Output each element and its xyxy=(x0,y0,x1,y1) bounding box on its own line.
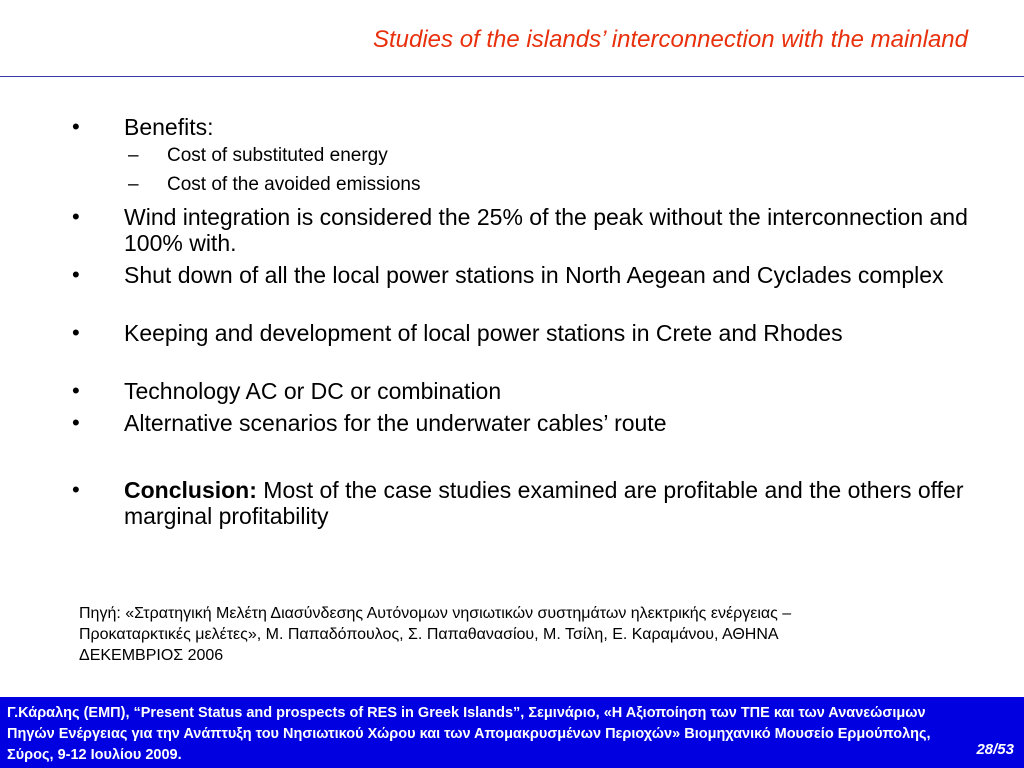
footer-citation: Γ.Κάραλης (ΕΜΠ), “Present Status and prospects of RES in Greek Islands”, Σεμινάριο, «Η Αξιοποίηση των ΤΠΕ και των Ανανεώσιμων Πηγών Ενέργειας για την Ανάπτυξη του Νησιωτικού Χώρου και των Απομακρυσμένων Περιοχών» Βιομηχανικό Μουσείο Ερμούπολης, Σύρος, 9-12 Ιουλίου 2009. xyxy=(7,705,931,763)
sub-bullet-marker: – xyxy=(128,145,139,166)
slide-title: Studies of the islands’ interconnection with the mainland xyxy=(372,26,968,53)
bullet-text: Keeping and development of local power stations in Crete and Rhodes xyxy=(124,320,843,346)
bullet-marker: • xyxy=(72,204,80,229)
bullet-marker: • xyxy=(72,410,80,435)
bullet-text: Alternative scenarios for the underwater cables’ route xyxy=(124,410,667,436)
bullet-marker: • xyxy=(72,477,80,502)
bullet-marker: • xyxy=(72,378,80,403)
bullet-marker: • xyxy=(72,320,80,345)
footer-bar xyxy=(0,697,1024,768)
sub-bullet-text: Cost of the avoided emissions xyxy=(167,174,421,195)
bullet-text: Benefits: xyxy=(124,114,214,140)
page-number: 28/53 xyxy=(976,741,1014,758)
source-citation: Πηγή: «Στρατηγική Μελέτη Διασύνδεσης Αυτόνομων νησιωτικών συστημάτων ηλεκτρικής ενέργειας – Προκαταρκτικές μελέτες», Μ. Παπαδόπουλος, Σ. Παπαθανασίου, Μ. Τσίλη, Ε. Καραμάνου, ΑΘΗΝΑ ΔΕΚΕΜΒΡΙΟΣ 2006 xyxy=(79,605,792,664)
bullet-text: Technology AC or DC or combination xyxy=(124,378,502,404)
sub-bullet-marker: – xyxy=(128,174,139,195)
bullet-text xyxy=(124,477,984,529)
bullet-text: Shut down of all the local power stations in North Aegean and Cyclades complex xyxy=(124,262,944,288)
conclusion-text: Most of the case studies examined are profitable and the others offer marginal profitability xyxy=(124,477,964,529)
bullet-marker: • xyxy=(72,114,80,139)
bullet-text: Wind integration is considered the 25% of the peak without the interconnection and 100% with. xyxy=(124,204,968,256)
conclusion-label: Conclusion: xyxy=(124,477,257,503)
bullet-marker: • xyxy=(72,262,80,287)
sub-bullet-text: Cost of substituted energy xyxy=(167,145,388,166)
title-divider xyxy=(0,76,1024,77)
